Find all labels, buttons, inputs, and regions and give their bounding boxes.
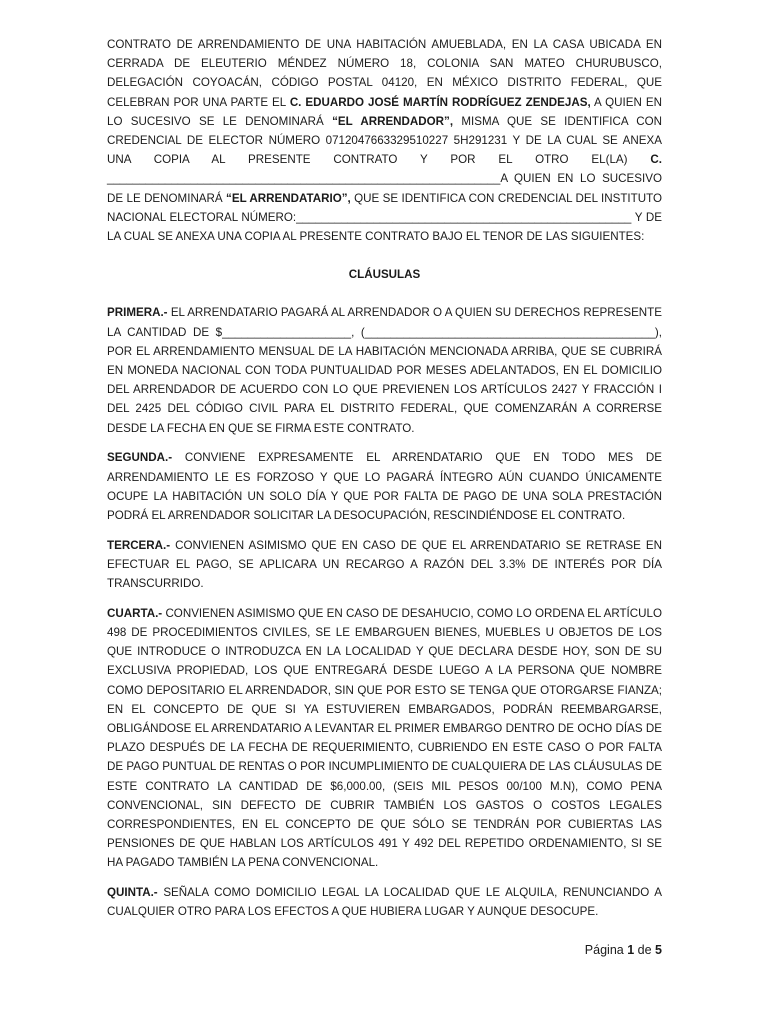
clause-quinta (107, 883, 662, 921)
contract-intro (107, 35, 662, 246)
of-word: de (637, 943, 652, 957)
clause-text: SEÑALA COMO DOMICILIO LEGAL LA LOCALIDAD QUE LE ALQUILA, RENUNCIANDO A CUALQUIER OTRO PARA LOS EFECTOS A QUE HUBIERA LUGAR Y AUNQUE DESOCUPE. (107, 886, 662, 919)
document-page (107, 35, 662, 932)
intro-text-3: MISMA QUE SE IDENTIFICA CON CREDENCIAL DE ELECTOR NÚMERO 0712047663329510227 5H291231 Y DE LA CUAL SE ANEXA UNA COPIA AL PRESENTE CONTRATO Y POR EL OTRO EL(LA) (107, 114, 662, 167)
clauses-heading: CLÁUSULAS (348, 268, 421, 282)
intro-text-5: QUE SE IDENTIFICA CON CREDENCIAL DEL INSTITUTO NACIONAL ELECTORAL NÚMERO:____________________________________________________ Y DE LA CUAL SE ANEXA UNA COPIA AL PRESENTE CONTRATO BAJO EL TENOR DE LAS SIGUIENTES: (107, 191, 662, 244)
clause-tercera (107, 536, 662, 594)
clause-primera (107, 303, 662, 437)
page-number-footer (585, 943, 662, 957)
intro-text-2: A QUIEN EN LO SUCESIVO SE LE DENOMINARÁ (107, 95, 662, 128)
current-page-number: 1 (627, 943, 635, 957)
clause-text: EL ARRENDATARIO PAGARÁ AL ARRENDADOR O A QUIEN SU DERECHOS REPRESENTE LA CANTIDAD DE $____________________, (_____________________________________________), POR EL ARRENDAMIENTO MENSUAL DE LA HABITACIÓN MENCIONADA ARRIBA, QUE SE CUBRIRÁ EN MONEDA NACIONAL CON TODA PUNTUALIDAD POR MESES ADELANTADOS, EN EL DOMICILIO DEL ARRENDADOR DE ACUERDO CON LO QUE PREVIENEN LOS ARTÍCULOS 2427 Y FRACCIÓN I DEL 2425 DEL CÓDIGO CIVIL PARA EL DISTRITO FEDERAL, QUE COMENZARÁN A CORRERSE DESDE LA FECHA EN QUE SE FIRMA ESTE CONTRATO. (107, 306, 662, 435)
clause-label: PRIMERA.- (107, 306, 168, 320)
clause-cuarta (107, 604, 662, 873)
landlord-designation: “EL ARRENDADOR”, (332, 114, 454, 128)
total-pages-number: 5 (655, 943, 662, 957)
clause-segunda (107, 448, 662, 525)
clause-label: SEGUNDA.- (107, 451, 173, 465)
intro-text-4: _____________________________________________________________A QUIEN EN LO SUCESIVO DE LE DENOMINARÁ (107, 172, 662, 205)
tenant-designation: “EL ARRENDATARIO”, (226, 191, 351, 205)
clause-label: QUINTA.- (107, 886, 158, 900)
clause-text: CONVIENEN ASIMISMO QUE EN CASO DE QUE EL ARRENDATARIO SE RETRASE EN EFECTUAR EL PAGO, SE APLICARA UN RECARGO A RAZÓN DEL 3.3% DE INTERÉS POR DÍA TRANSCURRIDO. (107, 538, 662, 591)
clause-text: CONVIENEN ASIMISMO QUE EN CASO DE DESAHUCIO, COMO LO ORDENA EL ARTÍCULO 498 DE PROCEDIMIENTOS CIVILES, SE LE EMBARGUEN BIENES, MUEBLES U OBJETOS DE LOS QUE INTRODUCE O INTRODUZCA EN LA LOCALIDAD Y QUE DECLARA DESDE HOY, SON DE SU EXCLUSIVA PROPIEDAD, LOS QUE ENTREGARÁ DESDE LUEGO A LA PERSONA QUE NOMBRE COMO DEPOSITARIO EL ARRENDADOR, SIN QUE POR ESTO SE TENGA QUE OTORGARSE FIANZA; EN EL CONCEPTO DE QUE SI YA ESTUVIEREN EMBARGADOS, PODRÁN REEMBARGARSE, OBLIGÁNDOSE EL ARRENDATARIO A LEVANTAR EL PRIMER EMBARGO DENTRO DE OCHO DÍAS DE PLAZO DESPUÉS DE LA FECHA DE REQUERIMIENTO, CUBRIENDO EN ESTE CASO O POR FALTA DE PAGO PUNTUAL DE RENTAS O POR INCUMPLIMIENTO DE CUALQUIERA DE LAS CLÁUSULAS DE ESTE CONTRATO LA CANTIDAD DE $6,000.00, (SEIS MIL PESOS 00/100 M.N), COMO PENA CONVENCIONAL, SIN DEFECTO DE CUBRIR TAMBIÉN LOS GASTOS O COSTOS LEGALES CORRESPONDIENTES, EN EL CONCEPTO DE QUE SÓLO SE TENDRÁN POR CUBIERTAS LAS PENSIONES DE QUE HABLAN LOS ARTÍCULOS 491 Y 492 DEL REPETIDO ORDENAMIENTO, SI SE HA PAGADO TAMBIÉN LA PENA CONVENCIONAL. (107, 606, 662, 870)
clause-label: CUARTA.- (107, 606, 163, 620)
page-word: Página (584, 943, 624, 957)
intro-text-1: CONTRATO DE ARRENDAMIENTO DE UNA HABITACIÓN AMUEBLADA, EN LA CASA UBICADA EN CERRADA DE ELEUTERIO MÉNDEZ NÚMERO 18, COLONIA SAN MATEO CHURUBUSCO, DELEGACIÓN COYOACÁN, CÓDIGO POSTAL 04120, EN MÉXICO DISTRITO FEDERAL, QUE CELEBRAN POR UNA PARTE EL (107, 38, 662, 109)
tenant-title: C. (650, 153, 662, 167)
clause-label: TERCERA.- (107, 538, 171, 552)
landlord-name: C. EDUARDO JOSÉ MARTÍN RODRÍGUEZ ZENDEJAS, (289, 95, 591, 109)
clause-text: CONVIENE EXPRESAMENTE EL ARRENDATARIO QUE EN TODO MES DE ARRENDAMIENTO LE ES FORZOSO Y QUE LO PAGARÁ ÍNTEGRO AÚN CUANDO ÚNICAMENTE OCUPE LA HABITACIÓN UN SOLO DÍA Y QUE POR FALTA DE PAGO DE UNA SOLA PRESTACIÓN PODRÁ EL ARRENDADOR SOLICITAR LA DESOCUPACIÓN, RESCINDIÉNDOSE EL CONTRATO. (107, 451, 662, 522)
